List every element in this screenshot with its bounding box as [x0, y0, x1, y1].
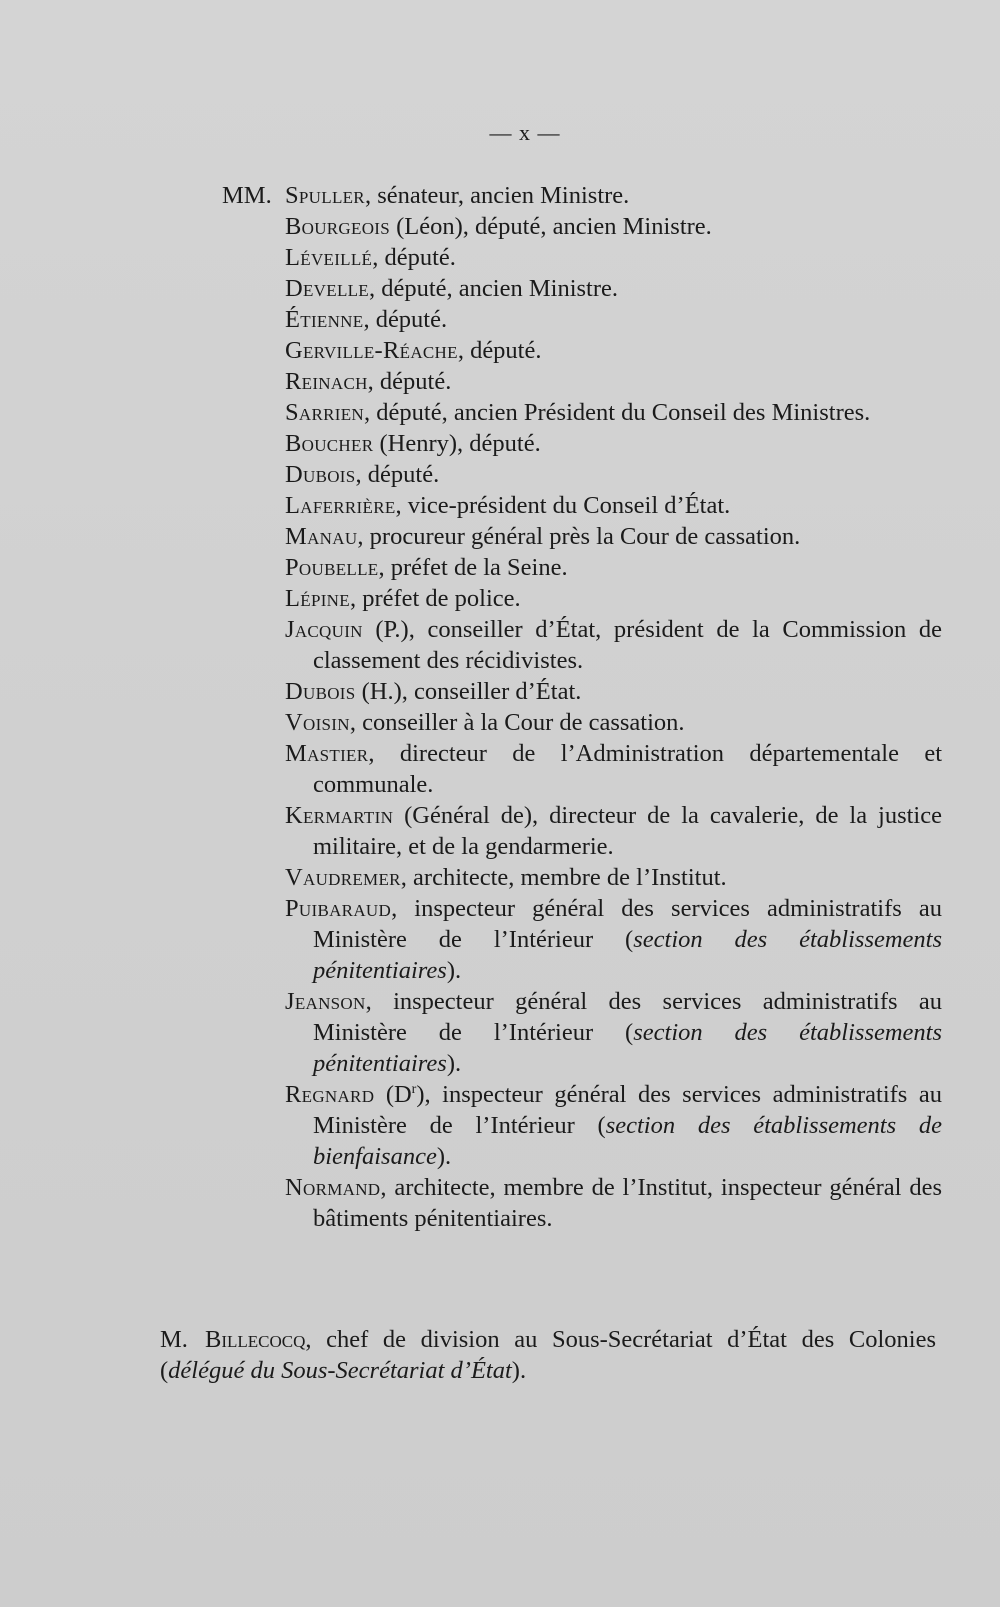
- member-text: , député.: [367, 368, 452, 395]
- member-entry: [285, 242, 942, 273]
- member-section: section des établissements pénitentiaires: [313, 926, 943, 984]
- member-entry: [285, 273, 942, 304]
- member-list: [222, 180, 942, 1234]
- member-name: Poubelle: [285, 554, 379, 581]
- member-entry: [285, 738, 942, 800]
- member-text: , vice-président du Conseil d’État.: [395, 492, 731, 519]
- delegate-role: délégué du Sous-Secrétariat d’État: [168, 1357, 512, 1384]
- page-number: — x —: [489, 120, 561, 145]
- member-entry: [285, 707, 942, 738]
- member-name: Dubois: [285, 461, 356, 488]
- member-name: Puibaraud: [285, 895, 392, 922]
- member-name: Reinach: [285, 368, 368, 395]
- member-name: Kermartin: [285, 802, 394, 829]
- member-entry: [285, 490, 942, 521]
- member-text: (P.), conseiller d’État, président de la Commission de classement des récidivistes.: [313, 616, 942, 674]
- member-text: , inspecteur général des services administratifs au Ministère de l’Intérieur (: [313, 988, 942, 1046]
- delegate-text: , chef de division au Sous-Secrétariat d’État des Colonies (: [160, 1326, 936, 1384]
- member-text: (Léon), député, ancien Ministre.: [390, 213, 712, 240]
- member-name: Spuller: [285, 182, 365, 209]
- member-name: Boucher: [285, 430, 374, 457]
- member-text: (Général de), directeur de la cavalerie, de la justice militaire, et de la gendarmerie.: [313, 802, 942, 860]
- member-name: Sarrien: [285, 399, 365, 426]
- member-name: Laferrière: [285, 492, 396, 519]
- member-tail: ).: [446, 957, 462, 984]
- member-name: Lépine: [285, 585, 350, 612]
- member-text: (Henry), député.: [373, 430, 541, 457]
- member-name: Étienne: [285, 306, 364, 333]
- member-text: , député.: [457, 337, 542, 364]
- member-entry: [285, 1172, 942, 1234]
- member-text: (H.), conseiller d’État.: [355, 678, 582, 705]
- member-entry: [222, 180, 942, 211]
- member-entry: [285, 428, 942, 459]
- member-text: , député, ancien Ministre.: [369, 275, 619, 302]
- member-text: , député.: [355, 461, 440, 488]
- member-section: section des établissements de bienfaisance: [313, 1112, 942, 1170]
- member-section: section des établissements pénitentiaires: [313, 1019, 943, 1077]
- member-entry: [285, 614, 942, 676]
- member-entry: [285, 676, 942, 707]
- member-text: , sénateur, ancien Ministre.: [364, 182, 630, 209]
- member-text: , directeur de l’Administration départementale et communale.: [313, 740, 942, 798]
- member-name: Voisin: [285, 709, 350, 736]
- members-prefix: MM.: [222, 182, 272, 209]
- member-name: Manau: [285, 523, 358, 550]
- member-entry: [285, 397, 942, 428]
- member-entry: [285, 862, 942, 893]
- member-entry: [285, 1079, 942, 1172]
- member-entry: [285, 893, 942, 986]
- member-text: , préfet de la Seine.: [378, 554, 568, 581]
- member-name: Mastier: [285, 740, 369, 767]
- member-entry: [285, 986, 942, 1079]
- member-tail: ).: [436, 1143, 452, 1170]
- member-text: , député.: [372, 244, 456, 271]
- member-entry: [285, 459, 942, 490]
- member-name: Jeanson: [285, 988, 366, 1015]
- member-entry: [285, 366, 942, 397]
- delegate-entry: [160, 1324, 936, 1386]
- member-text-pre: (D: [374, 1081, 412, 1108]
- member-entry: [285, 211, 942, 242]
- member-text: , député, ancien Président du Conseil des Ministres.: [364, 399, 871, 426]
- member-entry: [285, 335, 942, 366]
- member-name: Léveillé: [285, 244, 373, 271]
- member-name: Jacquin: [285, 616, 363, 643]
- member-text: , architecte, membre de l’Institut.: [400, 864, 727, 891]
- member-text: , procureur général près la Cour de cassation.: [357, 523, 801, 550]
- member-name: Vaudremer: [285, 864, 401, 891]
- member-sup: r: [411, 1081, 417, 1097]
- member-text: ), inspecteur général des services administratifs au Ministère de l’Intérieur (: [313, 1081, 942, 1139]
- member-name: Normand: [285, 1174, 381, 1201]
- member-text: , inspecteur général des services administratifs au Ministère de l’Intérieur (: [313, 895, 942, 953]
- delegate-tail: ).: [511, 1357, 527, 1384]
- member-tail: ).: [446, 1050, 462, 1077]
- member-name: Dubois: [285, 678, 356, 705]
- member-entry: [285, 583, 942, 614]
- delegate-prefix: M.: [160, 1326, 188, 1353]
- member-entry: [285, 304, 942, 335]
- member-name: Regnard: [285, 1081, 375, 1108]
- member-text: , député.: [363, 306, 448, 333]
- delegate-name: Billecocq: [205, 1326, 306, 1353]
- member-entry: [285, 521, 942, 552]
- member-entry: [285, 800, 942, 862]
- member-name: Bourgeois: [285, 213, 390, 240]
- member-text: , conseiller à la Cour de cassation.: [349, 709, 685, 736]
- member-text: , préfet de police.: [349, 585, 521, 612]
- member-name: Gerville-Réache: [285, 337, 458, 364]
- member-name: Develle: [285, 275, 369, 302]
- member-entry: [285, 552, 942, 583]
- member-text: , architecte, membre de l’Institut, inspecteur général des bâtiments pénitentiaires.: [313, 1174, 942, 1232]
